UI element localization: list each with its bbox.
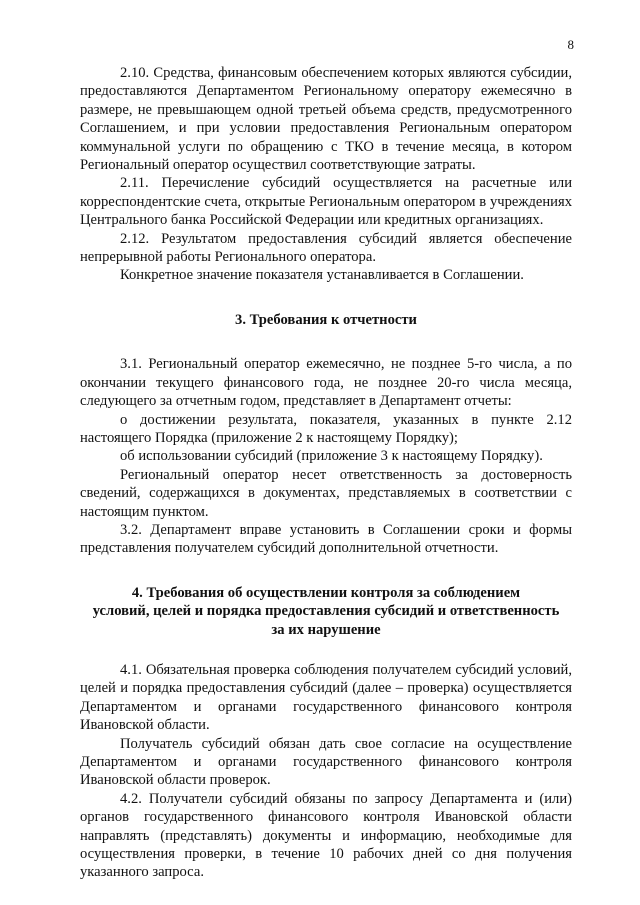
page-number: 8 <box>567 37 574 52</box>
paragraph-2-10: 2.10. Средства, финансовым обеспечением которых являются субсидии, предоставляются Департаментом Региональному оператору ежемесячно в размере, не превышающем одной третьей объема средств, предусмотренного Соглашением, и при условии предоставления Региональным оператором коммунальной услуги по обращению с ТКО в течение месяца, в котором Региональный оператор осуществил соответствующие затраты. <box>80 65 572 174</box>
section-4-title <box>80 584 572 639</box>
paragraph-3-1: 3.1. Региональный оператор ежемесячно, не позднее 5-го числа, а по окончании текущего финансового года, не позднее 20-го числа месяца, следующего за отчетным годом, представляет в Департамент отчеты: <box>80 356 572 410</box>
paragraph-4-1-consent: Получатель субсидий обязан дать свое согласие на осуществление Департаментом и органами государственного финансового контроля Ивановской области проверок. <box>80 735 572 789</box>
section-4-title-line: 4. Требования об осуществлении контроля за соблюдением <box>131 584 521 601</box>
paragraph-4-1: 4.1. Обязательная проверка соблюдения получателем субсидий условий, целей и порядка предоставления субсидий (далее – проверка) осуществляется Департаментом и органами государственного финансового контроля Ивановской области. <box>80 661 572 734</box>
document-body <box>80 64 572 882</box>
section-4-title-line: за их нарушение <box>271 621 381 638</box>
paragraph-4-2: 4.2. Получатели субсидий обязаны по запросу Департамента и (или) органов государственного финансового контроля Ивановской области направлять (представлять) документы и информацию, необходимые для осуществления проверки, в течение 10 рабочих дней со дня получения указанного запроса. <box>80 790 572 881</box>
paragraph-3-1-responsibility: Региональный оператор несет ответственность за достоверность сведений, содержащихся в документах, представляемых в соответствии с настоящим пунктом. <box>80 466 572 520</box>
section-3-title: 3. Требования к отчетности <box>235 311 417 328</box>
paragraph-indicator-value: Конкретное значение показателя устанавливается в Соглашении. <box>120 267 524 284</box>
paragraph-2-11: 2.11. Перечисление субсидий осуществляется на расчетные или корреспондентские счета, открытые Региональным оператором в учреждениях Центрального банка Российской Федерации или кредитных организациях. <box>80 175 572 229</box>
paragraph-3-1-usage-report: об использовании субсидий (приложение 3 к настоящему Порядку). <box>120 448 543 465</box>
paragraph-3-2: 3.2. Департамент вправе установить в Соглашении сроки и формы представления получателем субсидий дополнительной отчетности. <box>80 521 572 557</box>
paragraph-3-1-result-report: о достижении результата, показателя, указанных в пункте 2.12 настоящего Порядка (приложение 2 к настоящему Порядку); <box>80 411 572 446</box>
section-4-title-line: условий, целей и порядка предоставления субсидий и ответственность <box>92 603 560 620</box>
paragraph-2-12: 2.12. Результатом предоставления субсидий является обеспечение непрерывной работы Регионального оператора. <box>80 230 572 266</box>
